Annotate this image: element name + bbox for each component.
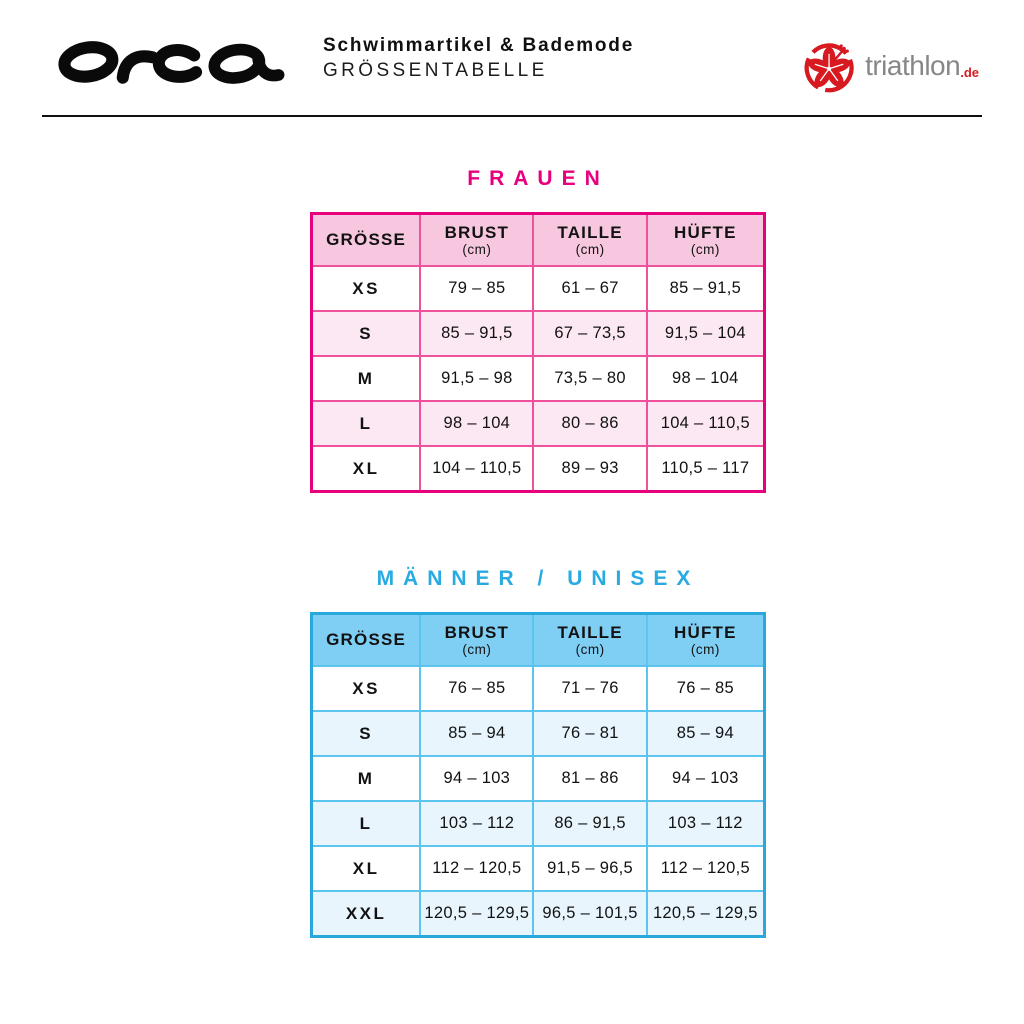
value-cell: 91,5 – 96,5 — [533, 846, 646, 891]
table-row — [312, 711, 765, 756]
doc-title: GRÖSSENTABELLE — [323, 60, 548, 81]
column-header-grsse — [312, 614, 421, 667]
column-header-hfte — [647, 214, 765, 267]
column-unit: (cm) — [462, 242, 492, 258]
value-cell: 80 – 86 — [533, 401, 646, 446]
column-unit: (cm) — [462, 642, 492, 658]
value-cell: 85 – 94 — [647, 711, 765, 756]
value-cell: 76 – 85 — [420, 666, 533, 711]
value-cell: 71 – 76 — [533, 666, 646, 711]
size-cell: XXL — [312, 891, 421, 937]
value-cell: 73,5 – 80 — [533, 356, 646, 401]
value-cell: 104 – 110,5 — [420, 446, 533, 492]
value-cell: 110,5 – 117 — [647, 446, 765, 492]
header-text-block — [323, 35, 634, 82]
size-cell: S — [312, 711, 421, 756]
size-cell: XL — [312, 846, 421, 891]
table-row — [312, 666, 765, 711]
page-header — [0, 0, 1024, 102]
column-header-grsse — [312, 214, 421, 267]
content-column — [310, 167, 766, 938]
column-label: HÜFTE — [674, 222, 737, 242]
value-cell: 120,5 – 129,5 — [420, 891, 533, 937]
value-cell: 94 – 103 — [647, 756, 765, 801]
size-cell: XL — [312, 446, 421, 492]
column-label: GRÖSSE — [326, 630, 407, 650]
table-row — [312, 846, 765, 891]
value-cell: 103 – 112 — [420, 801, 533, 846]
women-size-table — [310, 212, 766, 493]
column-header-brust — [420, 614, 533, 667]
partner-name: triathlon — [865, 50, 961, 81]
value-cell: 76 – 81 — [533, 711, 646, 756]
size-cell: L — [312, 401, 421, 446]
value-cell: 85 – 94 — [420, 711, 533, 756]
table-row — [312, 266, 765, 311]
table-row — [312, 891, 765, 937]
triathlon-logo — [802, 38, 979, 94]
table-row — [312, 801, 765, 846]
column-header-brust — [420, 214, 533, 267]
value-cell: 112 – 120,5 — [420, 846, 533, 891]
value-cell: 104 – 110,5 — [647, 401, 765, 446]
column-unit: (cm) — [690, 242, 720, 258]
table-row — [312, 356, 765, 401]
tagline: Schwimmartikel & Bademode — [323, 35, 635, 56]
table-row — [312, 401, 765, 446]
value-cell: 61 – 67 — [533, 266, 646, 311]
value-cell: 67 – 73,5 — [533, 311, 646, 356]
column-label: TAILLE — [557, 222, 623, 242]
column-label: GRÖSSE — [326, 230, 407, 250]
value-cell: 96,5 – 101,5 — [533, 891, 646, 937]
header-divider — [42, 115, 982, 117]
value-cell: 94 – 103 — [420, 756, 533, 801]
size-cell: XS — [312, 266, 421, 311]
table-row — [312, 311, 765, 356]
column-unit: (cm) — [690, 642, 720, 658]
value-cell: 91,5 – 98 — [420, 356, 533, 401]
column-label: HÜFTE — [674, 622, 737, 642]
value-cell: 98 – 104 — [420, 401, 533, 446]
table-row — [312, 446, 765, 492]
women-section-title: FRAUEN — [467, 167, 609, 190]
column-header-hfte — [647, 614, 765, 667]
value-cell: 112 – 120,5 — [647, 846, 765, 891]
partner-tld: .de — [960, 65, 979, 80]
orca-logo — [55, 32, 287, 90]
column-label: BRUST — [444, 222, 510, 242]
column-header-taille — [533, 614, 646, 667]
column-label: BRUST — [444, 622, 510, 642]
value-cell: 76 – 85 — [647, 666, 765, 711]
column-label: TAILLE — [557, 622, 623, 642]
hibiscus-flower-icon — [802, 38, 858, 94]
value-cell: 85 – 91,5 — [420, 311, 533, 356]
value-cell: 89 – 93 — [533, 446, 646, 492]
size-cell: M — [312, 356, 421, 401]
value-cell: 120,5 – 129,5 — [647, 891, 765, 937]
column-unit: (cm) — [575, 642, 605, 658]
value-cell: 81 – 86 — [533, 756, 646, 801]
value-cell: 79 – 85 — [420, 266, 533, 311]
size-cell: L — [312, 801, 421, 846]
table-row — [312, 756, 765, 801]
size-cell: S — [312, 311, 421, 356]
column-unit: (cm) — [575, 242, 605, 258]
size-cell: M — [312, 756, 421, 801]
column-header-taille — [533, 214, 646, 267]
value-cell: 103 – 112 — [647, 801, 765, 846]
value-cell: 91,5 – 104 — [647, 311, 765, 356]
value-cell: 98 – 104 — [647, 356, 765, 401]
men-size-table — [310, 612, 766, 938]
value-cell: 85 – 91,5 — [647, 266, 765, 311]
value-cell: 86 – 91,5 — [533, 801, 646, 846]
men-section-title: MÄNNER / UNISEX — [376, 567, 700, 590]
size-cell: XS — [312, 666, 421, 711]
